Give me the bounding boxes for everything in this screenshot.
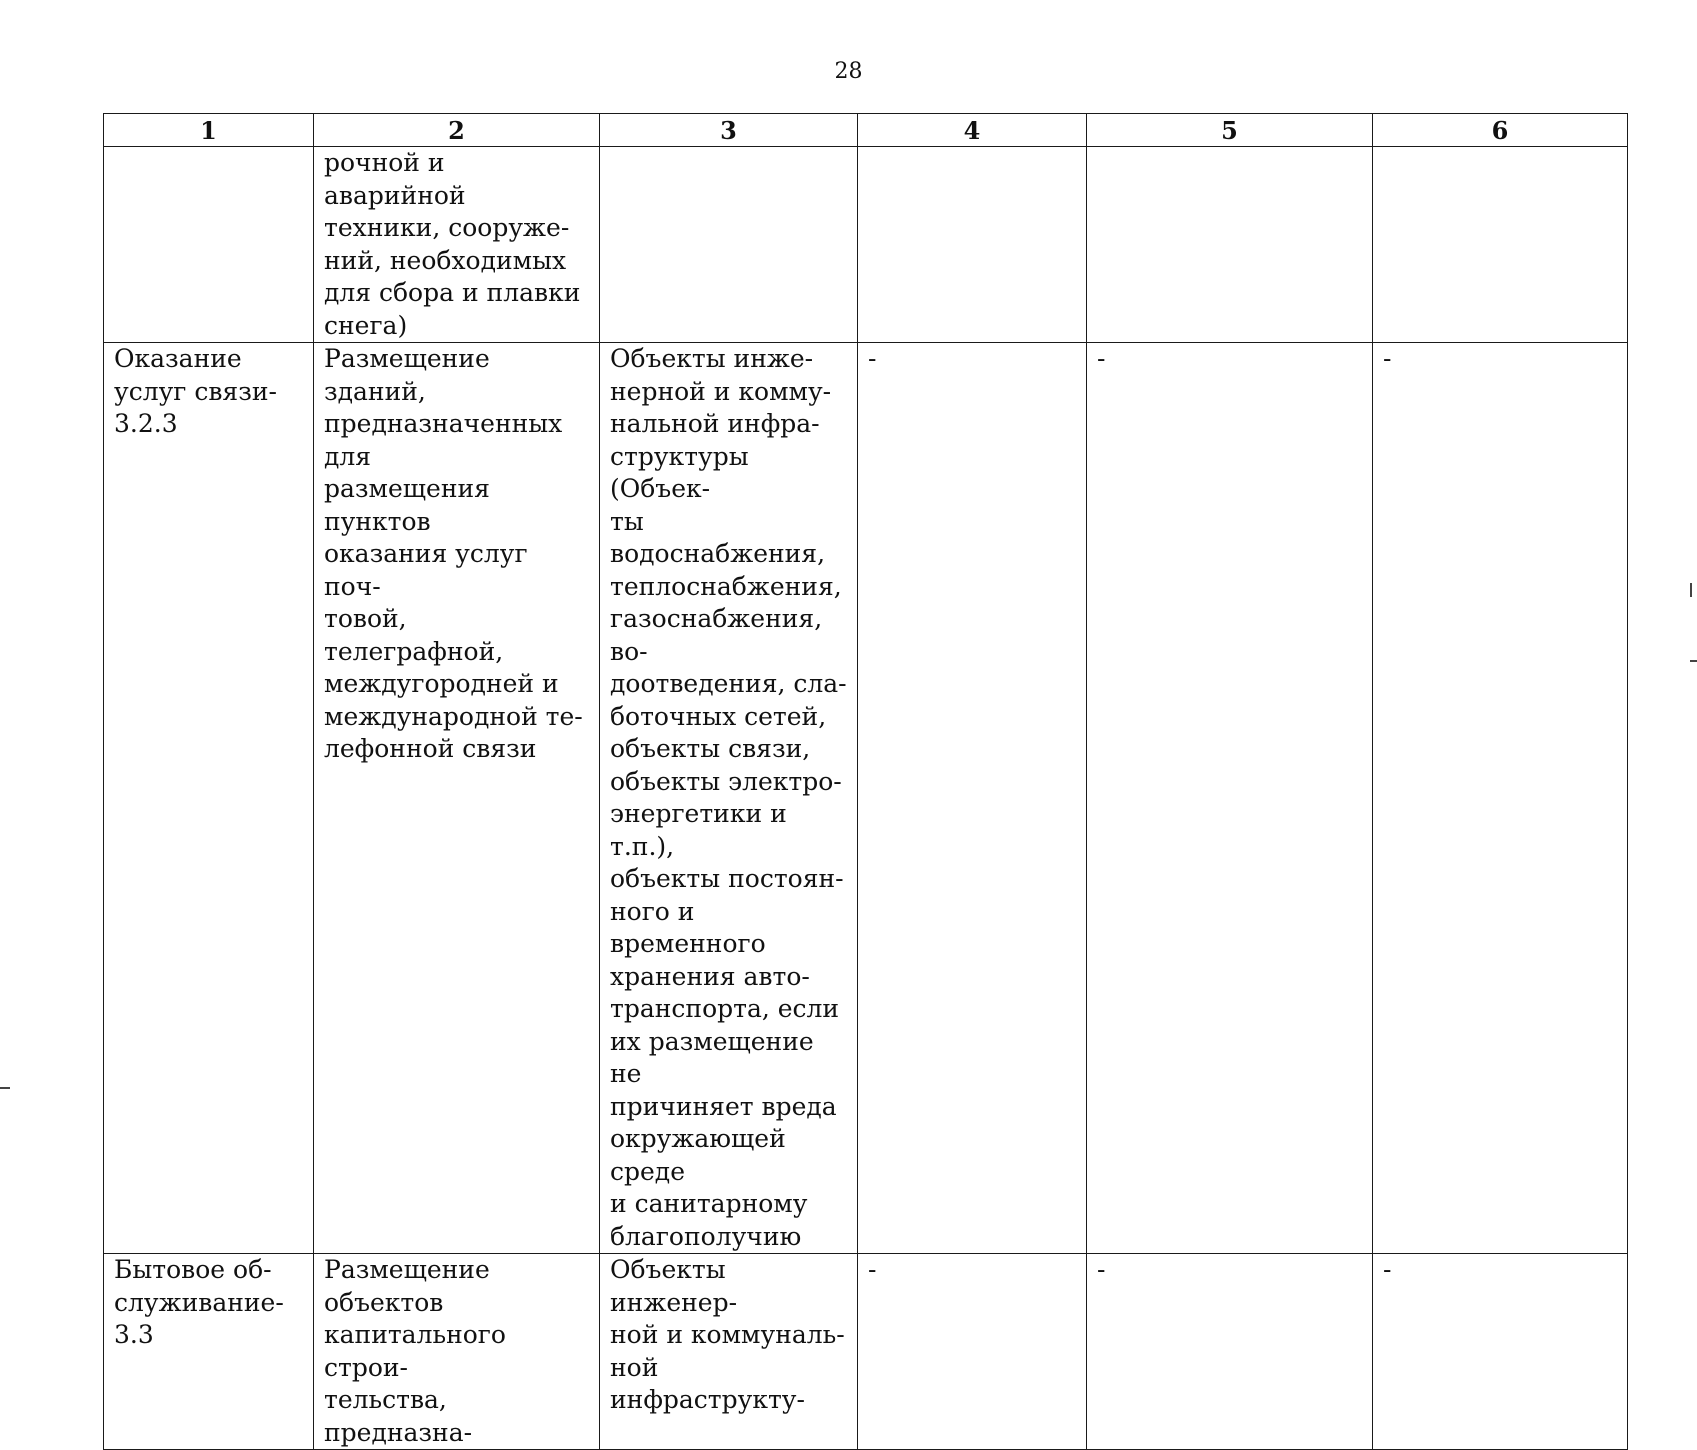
column-header: 2 [314, 114, 600, 147]
column-header: 1 [104, 114, 314, 147]
table-header-row [104, 114, 1628, 147]
column-header: 6 [1373, 114, 1628, 147]
table-cell: Размещение объектов капитального строи- тельства, предназна- [314, 1254, 600, 1450]
table-cell: - [1087, 343, 1373, 1254]
table-cell [858, 147, 1087, 343]
column-header: 5 [1087, 114, 1373, 147]
table-cell [104, 147, 314, 343]
table-cell: - [1087, 1254, 1373, 1450]
table-cell: - [1373, 1254, 1628, 1450]
scan-margin-mark [1690, 660, 1697, 662]
table-cell: - [858, 343, 1087, 1254]
table-cell [600, 147, 858, 343]
table-cell: - [858, 1254, 1087, 1450]
page-number: 28 [834, 59, 863, 84]
table-cell: рочной и аварийной техники, сооруже- ний, необходимых для сбора и плавки снега) [314, 147, 600, 343]
table-row [104, 147, 1628, 343]
column-header: 4 [858, 114, 1087, 147]
table-cell [1373, 147, 1628, 343]
table-cell [1087, 147, 1373, 343]
table-cell: Оказание услуг связи- 3.2.3 [104, 343, 314, 1254]
table-row [104, 343, 1628, 1254]
table-cell: Размещение зданий, предназначенных для размещения пунктов оказания услуг поч- товой, телеграфной, междугородней и международной те- лефонной связи [314, 343, 600, 1254]
scan-margin-mark [0, 1087, 10, 1089]
table-cell: Объекты инженер- ной и коммуналь- ной инфраструкту- [600, 1254, 858, 1450]
table-row [104, 1254, 1628, 1450]
scan-margin-mark [1690, 583, 1692, 597]
table-cell: - [1373, 343, 1628, 1254]
data-table [103, 113, 1628, 1450]
column-header: 3 [600, 114, 858, 147]
table-cell: Бытовое об- служивание- 3.3 [104, 1254, 314, 1450]
table-cell: Объекты инже- нерной и комму- нальной инфра- структуры (Объек- ты водоснабжения, теплоснабжения, газоснабжения, во- доотведения, сла- боточных сетей, объекты связи, объекты электро- энергетики и т.п.), объекты постоян- ного и временного хранения авто- транспорта, если их размещение не причиняет вреда окружающей среде и санитарному благополучию [600, 343, 858, 1254]
